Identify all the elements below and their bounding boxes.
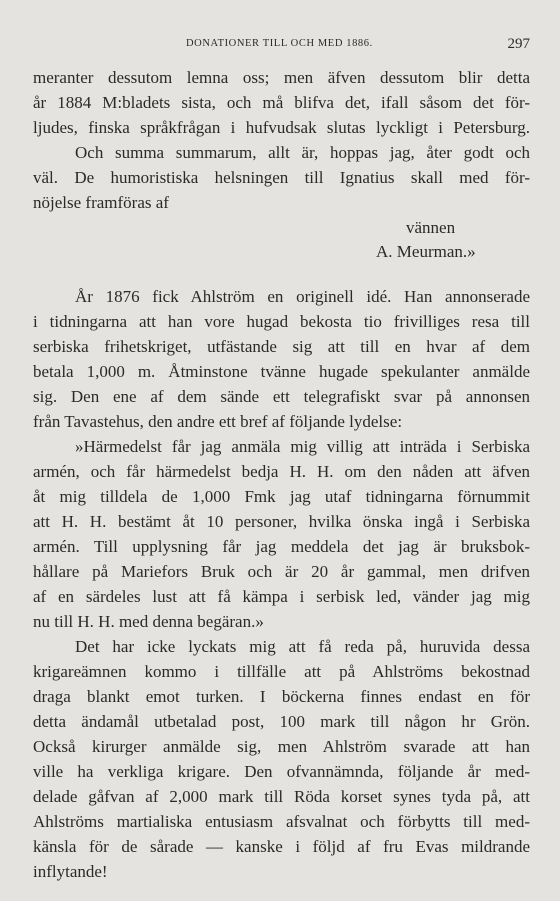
text-line: ljudes, finska språkfrågan i hufvudsak slutas lyckligt i Petersburg.: [33, 118, 530, 137]
text-line: detta ändamål utbetalad post, 100 mark till någon hr Grön.: [33, 712, 530, 731]
text-line: af en särdeles lust att få kämpa i serbisk led, vänder jag mig: [33, 587, 530, 606]
signature-salutation: vännen: [406, 218, 456, 237]
text-line: armén, och får härmedelst bedja H. H. om den nåden att äfven: [33, 462, 530, 481]
text-line: krigareämnen kommo i tillfälle att på Ahlströms bekostnad: [33, 662, 530, 681]
text-line: »Härmedelst får jag anmäla mig villig att inträda i Serbiska: [75, 437, 530, 456]
text-line: väl. De humoristiska helsningen till Ignatius skall med för-: [33, 168, 530, 187]
text-line: nöjelse framföras af: [33, 193, 169, 212]
text-line: betala 1,000 m. Åtminstone tvänne hugade spekulanter anmälde: [33, 362, 530, 381]
text-line: känsla för de sårade — kanske i följd af fru Evas mildrande: [33, 837, 530, 856]
text-line: Och summa summarum, allt är, hoppas jag, åter godt och: [75, 143, 530, 162]
text-line: serbiska frihetskriget, utfästande sig att till en hvar af dem: [33, 337, 530, 356]
page-header: [0, 36, 560, 54]
text-line: Också kirurger anmälde sig, men Ahlström svarade att han: [33, 737, 530, 756]
text-line: ville ha verkliga krigare. Den ofvannämnda, följande år med-: [33, 762, 530, 781]
page-number: 297: [507, 36, 530, 52]
text-line: delade gåfvan af 2,000 mark till Röda korset synes tyda på, att: [33, 787, 530, 806]
running-head: DONATIONER TILL OCH MED 1886.: [186, 38, 373, 49]
text-line: År 1876 fick Ahlström en originell idé. Han annonserade: [75, 287, 530, 306]
text-line: från Tavastehus, den andre ett bref af följande lydelse:: [33, 412, 403, 431]
text-line: att H. H. bestämt åt 10 personer, hvilka önska ingå i Serbiska: [33, 512, 530, 531]
text-line: draga blankt emot turken. I böckerna finnes endast en för: [33, 687, 530, 706]
text-line: Det har icke lyckats mig att få reda på, huruvida dessa: [75, 637, 530, 656]
text-line: åt mig tilldela de 1,000 Fmk jag utaf tidningarna förnummit: [33, 487, 530, 506]
text-line: armén. Till upplysning får jag meddela det jag är bruksbok-: [33, 537, 530, 556]
text-line: inflytande!: [33, 862, 108, 881]
text-line: Ahlströms martialiska entusiasm afsvalnat och förbytts till med-: [33, 812, 530, 831]
signature-name: A. Meurman.»: [376, 242, 476, 261]
text-line: meranter dessutom lemna oss; men äfven dessutom blir detta: [33, 68, 530, 87]
text-line: år 1884 M:bladets sista, och må blifva det, ifall såsom det för-: [33, 93, 530, 112]
text-line: hållare på Mariefors Bruk och är 20 år gammal, men drifven: [33, 562, 530, 581]
text-line: nu till H. H. med denna begäran.»: [33, 612, 264, 631]
text-line: sig. Den ene af dem sände ett telegrafiskt svar på annonsen: [33, 387, 530, 406]
text-line: i tidningarna att han vore hugad bekosta tio frivilliges resa till: [33, 312, 530, 331]
